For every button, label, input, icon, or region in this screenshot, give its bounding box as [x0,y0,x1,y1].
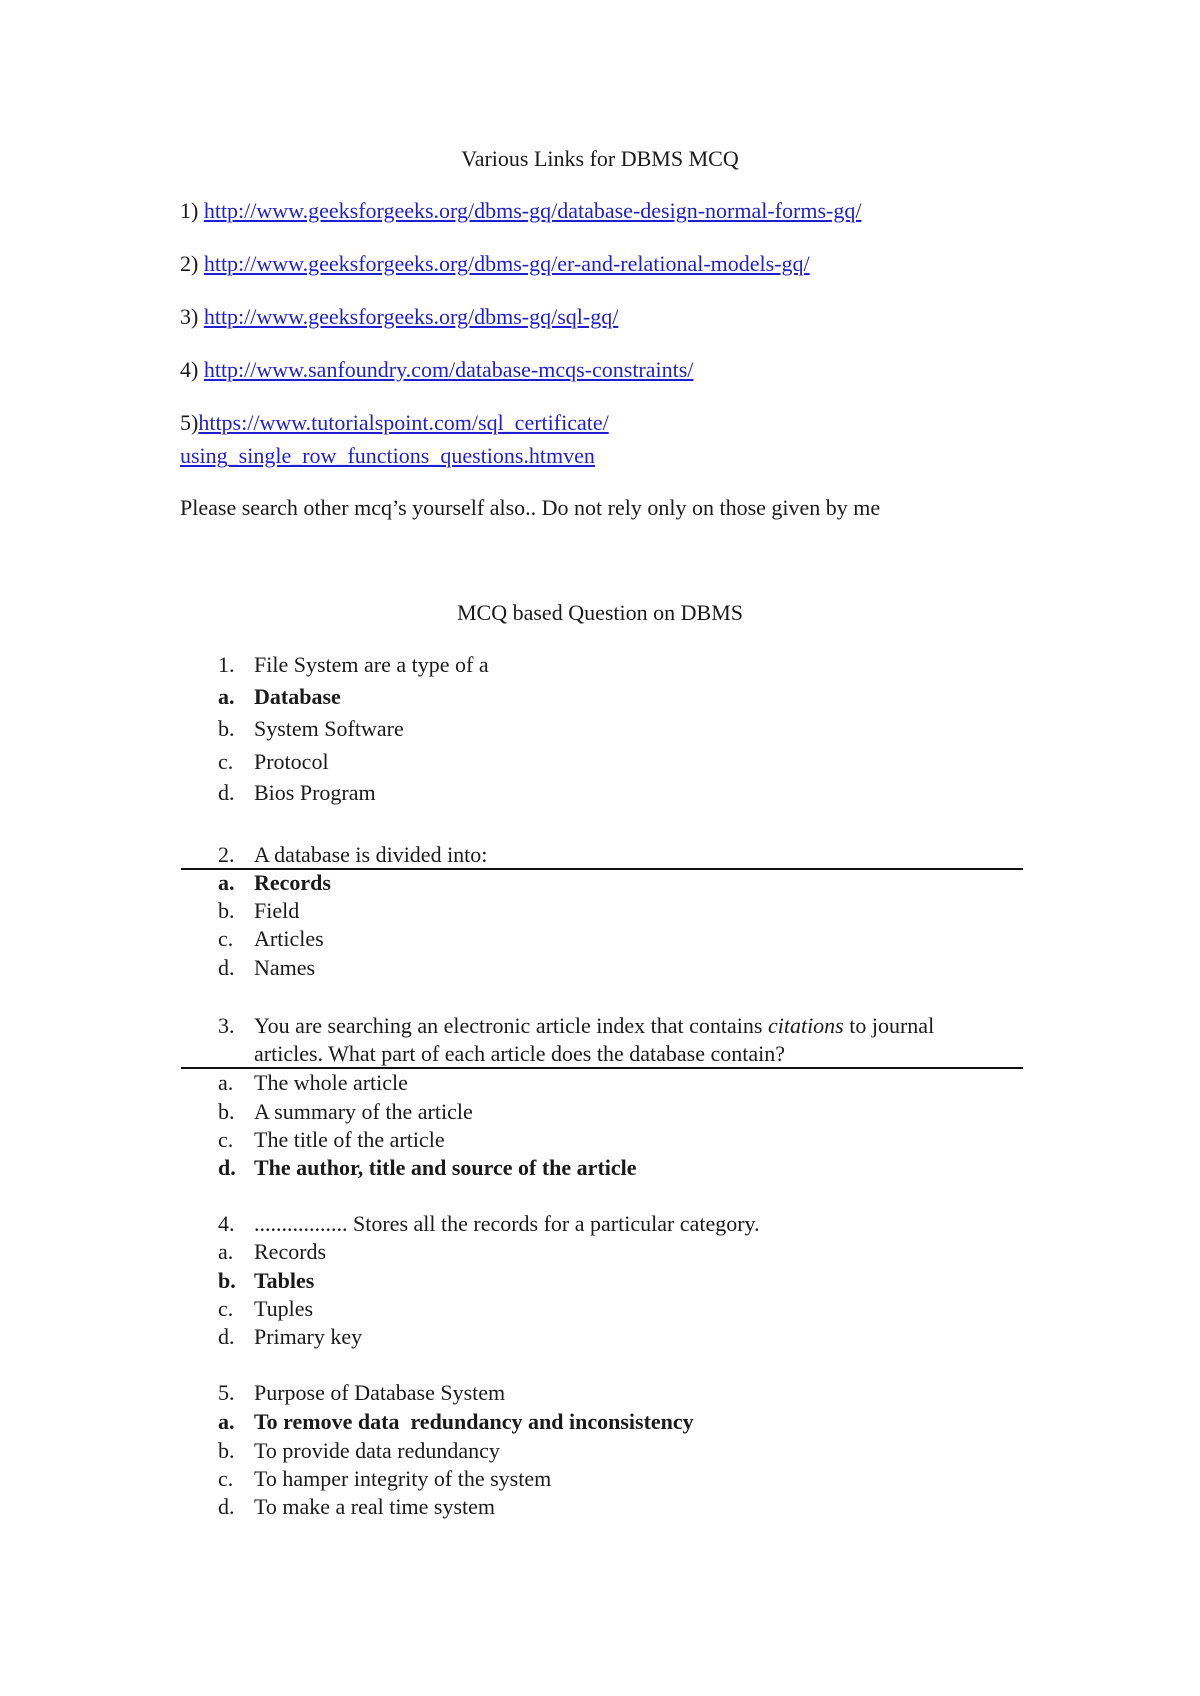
option-letter: a. [218,684,235,709]
option-letter: a. [218,1409,235,1434]
link-5 [180,410,609,436]
question-text: ................. Stores all the records for a particular category. [254,1211,760,1236]
link-4 [180,357,693,383]
question-number: 4. [218,1211,235,1236]
link-5-prefix: 5) [180,410,199,435]
link-3-prefix: 3) [180,304,204,329]
option-letter: b. [218,1438,235,1463]
link-2-url[interactable]: http://www.geeksforgeeks.org/dbms-gq/er-and-relational-models-gq/ [203,251,810,276]
option-letter: a. [218,870,235,895]
question-text [254,1013,934,1039]
option-letter: d. [218,780,235,805]
option-text: Database [254,684,341,709]
option-text: Tables [254,1268,315,1293]
option-letter: b. [218,716,235,741]
question-text: A database is divided into: [254,842,488,867]
option-text: The author, title and source of the article [254,1155,637,1180]
table-rule [181,1067,1023,1069]
option-text: Names [254,955,316,980]
option-letter: d. [218,1155,236,1180]
option-letter: b. [218,1099,235,1124]
option-text: Records [254,870,331,895]
question-number: 1. [218,652,235,677]
option-text: To provide data redundancy [254,1438,500,1463]
link-5-url-cont[interactable]: using_single_row_functions_questions.htmven [180,443,595,468]
option-letter: c. [218,1466,234,1491]
option-letter: d. [218,1324,235,1349]
option-text: Bios Program [254,780,376,805]
link-3 [180,304,618,330]
option-text: To make a real time system [254,1494,495,1519]
link-2 [180,251,810,277]
option-text: Primary key [254,1324,363,1349]
links-title: Various Links for DBMS MCQ [461,146,739,171]
option-letter: c. [218,1127,234,1152]
link-5-url[interactable]: https://www.tutorialspoint.com/sql_certificate/ [198,410,609,435]
option-letter: c. [218,926,234,951]
link-4-url[interactable]: http://www.sanfoundry.com/database-mcqs-constraints/ [203,357,694,382]
question-3-continuation: articles. What part of each article does the database contain? [254,1041,785,1066]
link-1 [180,198,861,224]
advice-note: Please search other mcq’s yourself also.. Do not rely only on those given by me [180,495,881,520]
option-letter: d. [218,955,235,980]
option-text: Records [254,1239,327,1264]
question-text-italic: citations [767,1013,844,1038]
link-1-prefix: 1) [180,198,204,223]
mcq-title: MCQ based Question on DBMS [456,600,743,625]
link-2-prefix: 2) [180,251,204,276]
question-number: 3. [218,1013,235,1038]
option-letter: c. [218,749,234,774]
option-text: A summary of the article [254,1099,473,1124]
option-text: Tuples [254,1296,314,1321]
question-text: Purpose of Database System [254,1380,506,1405]
option-text: The whole article [254,1070,408,1095]
option-text: The title of the article [254,1127,445,1152]
question-text-part: to journal [843,1013,935,1038]
link-4-prefix: 4) [180,357,204,382]
option-letter: b. [218,1268,236,1293]
option-text: Articles [254,926,324,951]
question-text-part: You are searching an electronic article index that contains [254,1013,768,1038]
option-text: System Software [254,716,404,741]
link-5-continuation [180,443,595,469]
option-letter: a. [218,1239,234,1264]
option-letter: b. [218,898,235,923]
option-letter: d. [218,1494,235,1519]
option-text: Protocol [254,749,329,774]
link-3-url[interactable]: http://www.geeksforgeeks.org/dbms-gq/sql-gq/ [203,304,619,329]
option-text: To remove data redundancy and inconsistency [254,1409,694,1434]
option-letter: a. [218,1070,234,1095]
option-text: To hamper integrity of the system [254,1466,552,1491]
question-number: 5. [218,1380,235,1405]
question-number: 2. [218,842,235,867]
option-text: Field [254,898,300,923]
question-text: File System are a type of a [254,652,489,677]
link-1-url[interactable]: http://www.geeksforgeeks.org/dbms-gq/database-design-normal-forms-gq/ [203,198,862,223]
option-letter: c. [218,1296,234,1321]
